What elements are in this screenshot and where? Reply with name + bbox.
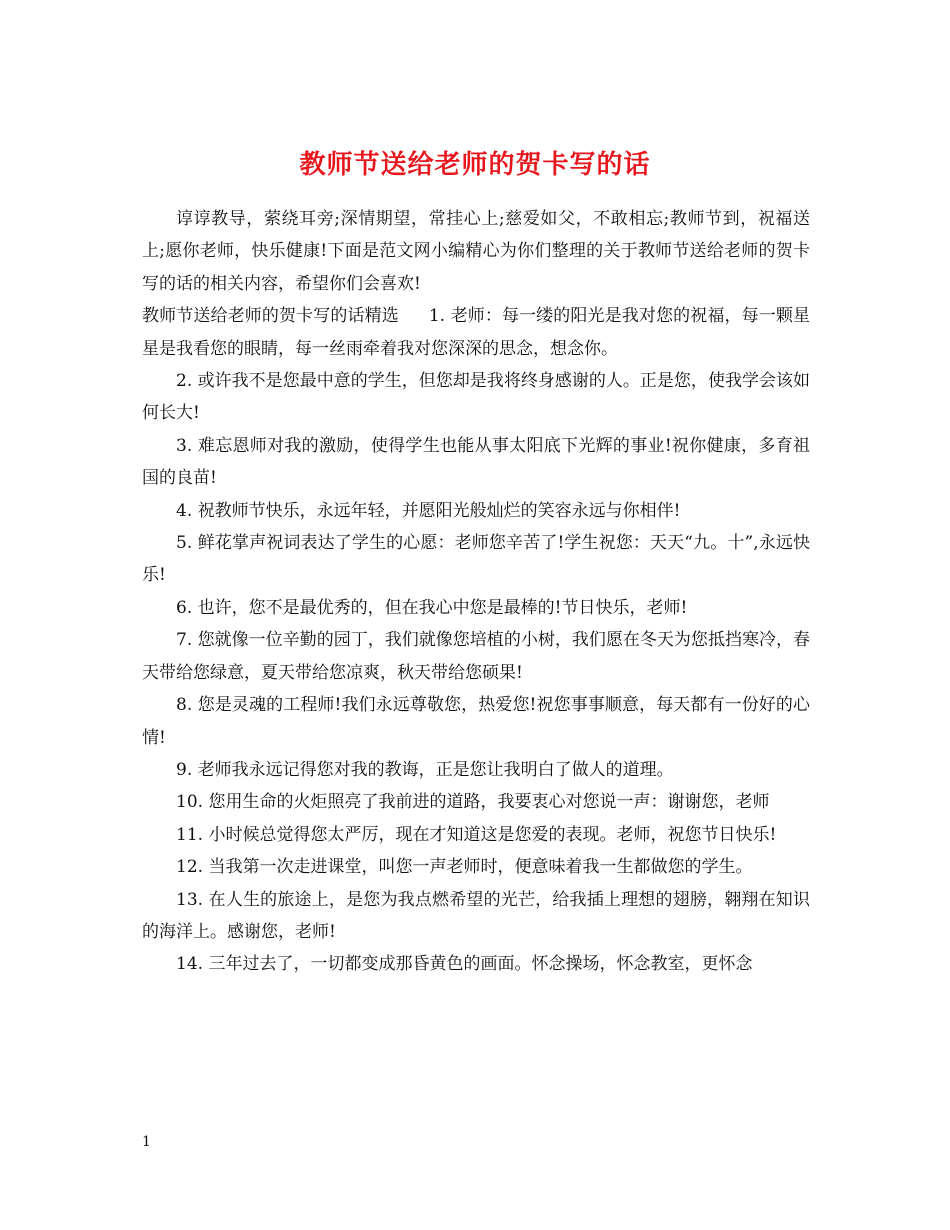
- list-item-5: 5. 鲜花掌声祝词表达了学生的心愿：老师您辛苦了!学生祝您：天天“九。十”,永远快乐!: [142, 533, 810, 586]
- list-item-10: 10. 您用生命的火炬照亮了我前进的道路，我要衷心对您说一声：谢谢您，老师: [176, 792, 770, 813]
- list-item-4: 4. 祝教师节快乐，永远年轻，并愿阳光般灿烂的笑容永远与你相伴!: [176, 500, 681, 521]
- list-item-9: 9. 老师我永远记得您对我的教诲，正是您让我明白了做人的道理。: [176, 759, 674, 780]
- document-body: [142, 203, 810, 981]
- list-item-11: 11. 小时候总觉得您太严厉，现在才知道这是您爱的表现。老师，祝您节日快乐!: [176, 824, 777, 845]
- page-number: 1: [142, 1134, 151, 1150]
- list-item-1: 1. 老师：每一缕的阳光是我对您的祝福，每一颗星星是我看您的眼睛，每一丝雨牵着我对您深深的思念，想念你。: [142, 306, 811, 359]
- document-title: 教师节送给老师的贺卡写的话: [299, 150, 651, 181]
- section-heading: 教师节送给老师的贺卡写的话精选: [142, 306, 399, 327]
- list-item-2: 2. 或许我不是您最中意的学生，但您却是我将终身感谢的人。正是您，使我学会该如何长大!: [142, 371, 810, 424]
- list-item-14: 14. 三年过去了，一切都变成那昏黄色的画面。怀念操场，怀念教室，更怀念: [176, 954, 753, 975]
- list-item-13: 13. 在人生的旅途上，是您为我点燃希望的光芒，给我插上理想的翅膀，翱翔在知识的海洋上。感谢您，老师!: [142, 889, 810, 942]
- section-paragraph: [142, 300, 810, 365]
- list-item-12: 12. 当我第一次走进课堂，叫您一声老师时，便意味着我一生都做您的学生。: [176, 857, 753, 878]
- intro-paragraph: 谆谆教导，萦绕耳旁;深情期望，常挂心上;慈爱如父，不敢相忘;教师节到，祝福送上;愿你老师，快乐健康!下面是范文网小编精心为你们整理的关于教师节送给老师的贺卡写的话的相关内容，希望你们会喜欢!: [142, 209, 810, 294]
- list-item-3: 3. 难忘恩师对我的激励，使得学生也能从事太阳底下光辉的事业!祝你健康，多育祖国的良苗!: [142, 435, 810, 489]
- list-item-8: 8. 您是灵魂的工程师!我们永远尊敬您，热爱您!祝您事事顺意，每天都有一份好的心情!: [142, 695, 810, 748]
- list-item-6: 6. 也许，您不是最优秀的，但在我心中您是最棒的!节日快乐，老师!: [176, 597, 688, 618]
- list-item-7: 7. 您就像一位辛勤的园丁，我们就像您培植的小树，我们愿在冬天为您抵挡寒冷，春天带给您绿意，夏天带给您凉爽，秋天带给您硕果!: [142, 630, 810, 683]
